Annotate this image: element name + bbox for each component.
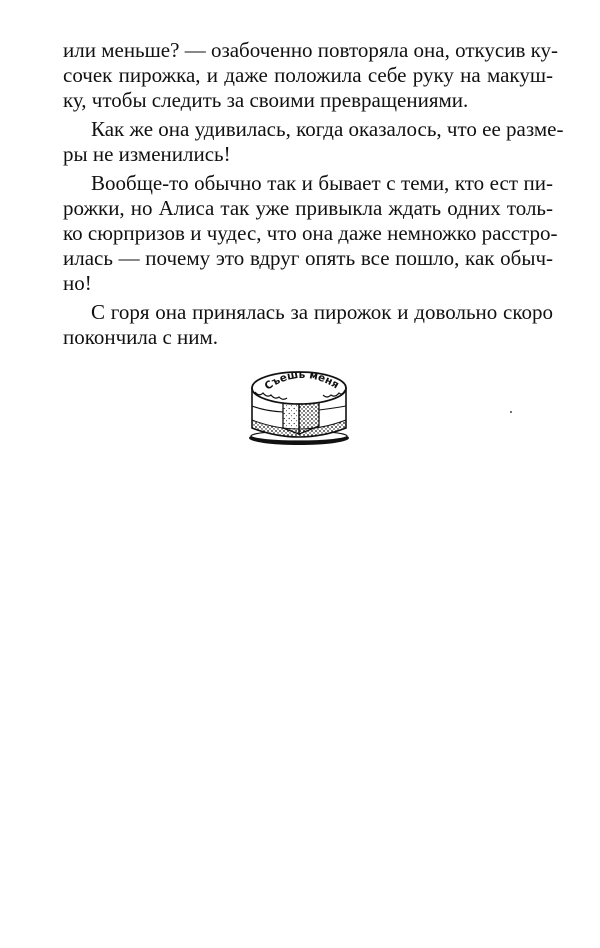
paragraph-4: [63, 300, 553, 350]
paragraph-3: [63, 171, 558, 296]
paragraph-1: [63, 38, 559, 113]
text-line: Как же она удивилась, когда оказалось, что ее разме-: [91, 117, 564, 141]
text-line: сочек пирожка, и даже положила себе руку на макуш-: [63, 63, 553, 87]
text-line: рожки, но Алиса так уже привыкла ждать одних толь-: [63, 196, 553, 220]
text-line: Вообще-то обычно так и бывает с теми, кто ест пи-: [91, 171, 553, 195]
text-line: или меньше? — озабоченно повторяла она, откусив ку-: [63, 38, 559, 62]
text-line: ко сюрпризов и чудес, что она даже немножко расстро-: [63, 221, 558, 245]
text-line: илась — почему это вдруг опять все пошло, как обыч-: [63, 246, 553, 270]
cake-icon: [243, 362, 355, 446]
text-line: покончила с ним.: [63, 325, 219, 349]
cake-caption: Съешь меня: [262, 368, 341, 393]
paragraph-2: [63, 117, 564, 167]
text-line: ры не изменились!: [63, 142, 231, 166]
text-line: ку, чтобы следить за своими превращениями.: [63, 88, 469, 112]
text-line: но!: [63, 271, 92, 295]
cake-illustration: [243, 362, 355, 446]
text-line: С горя она принялась за пирожок и довольно скоро: [91, 300, 553, 324]
page-speck: [510, 411, 512, 413]
story-text: [63, 38, 564, 354]
